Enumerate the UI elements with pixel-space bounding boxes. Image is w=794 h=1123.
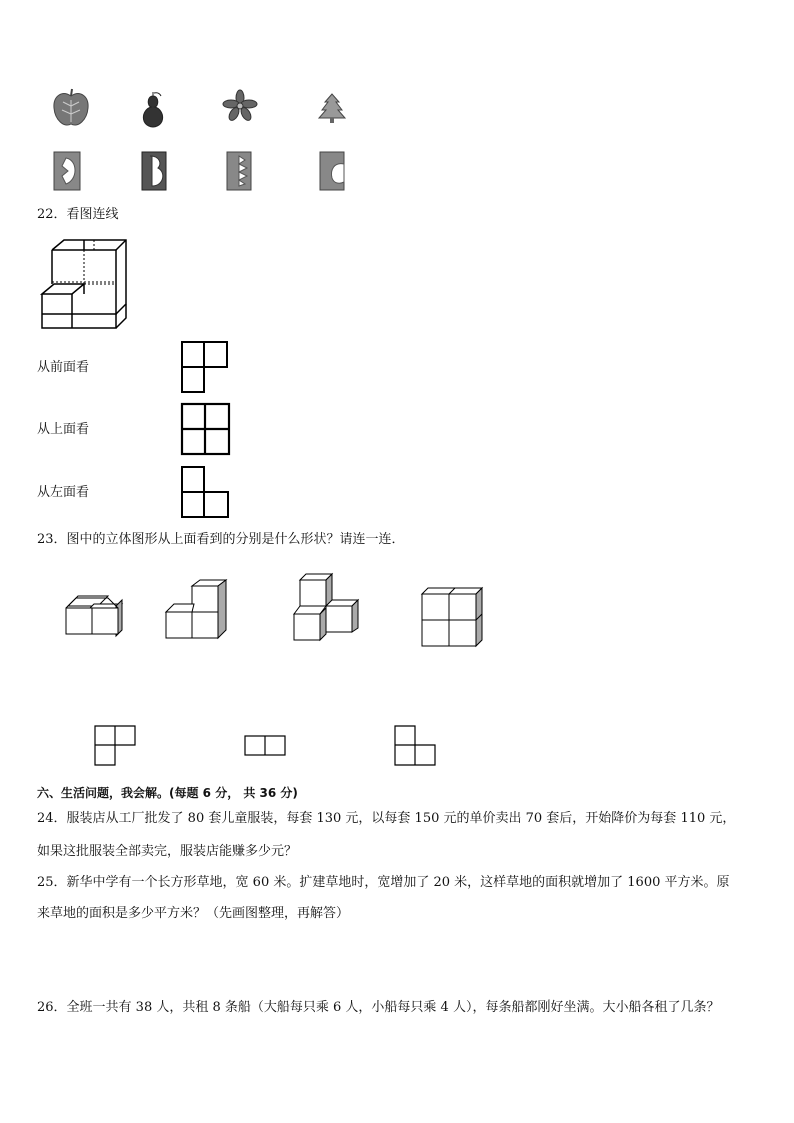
q22-cube-figure (40, 236, 130, 332)
q26-line1: 26．全班一共有 38 人，共租 8 条船（大船每只乘 6 人，小船每只乘 4 人），每条船都刚好坐满。大小船各租了几条？ (37, 1000, 720, 1015)
view-front-shape (180, 340, 230, 394)
view-top-shape (180, 402, 232, 456)
view-left-shape (180, 465, 232, 519)
cutout-apple-icon (318, 150, 346, 192)
flower-icon (222, 90, 258, 122)
view-left-label: 从左面看 (37, 485, 90, 500)
gourd-icon (138, 90, 168, 130)
solid-figure-4 (420, 586, 484, 648)
q24-line1: 24．服装店从工厂批发了 80 套儿童服装，每套 130 元，以每套 150 元的单价卖出 70 套后，开始降价为每套 110 元， (37, 811, 736, 826)
apple-icon (52, 88, 90, 128)
top-view-option-1 (93, 724, 137, 768)
q22-title: 22．看图连线 (37, 207, 119, 222)
view-front-label: 从前面看 (37, 360, 90, 375)
section6-heading: 六、生活问题，我会解。(每题 6 分， 共 36 分) (37, 786, 298, 800)
cutout-leaf-icon (52, 150, 82, 192)
q25-line1: 25．新华中学有一个长方形草地，宽 60 米。扩建草地时，宽增加了 20 米，这样草地的面积就增加了 1600 平方米。原 (37, 875, 730, 890)
view-top-label: 从上面看 (37, 422, 90, 437)
top-view-option-3 (393, 724, 437, 768)
q23-title: 23．图中的立体图形从上面看到的分别是什么形状？请连一连． (37, 532, 405, 547)
q25-line2: 来草地的面积是多少平方米？（先画图整理，再解答） (37, 906, 350, 921)
cutout-gourd-icon (140, 150, 168, 192)
q24-line2: 如果这批服装全部卖完，服装店能赚多少元？ (37, 844, 298, 859)
top-view-option-2 (243, 735, 287, 757)
solid-figure-3 (292, 572, 362, 642)
pine-tree-icon (317, 92, 347, 124)
solid-figure-1 (64, 594, 126, 638)
cutout-flower-icon (225, 150, 253, 192)
solid-figure-2 (164, 578, 228, 640)
